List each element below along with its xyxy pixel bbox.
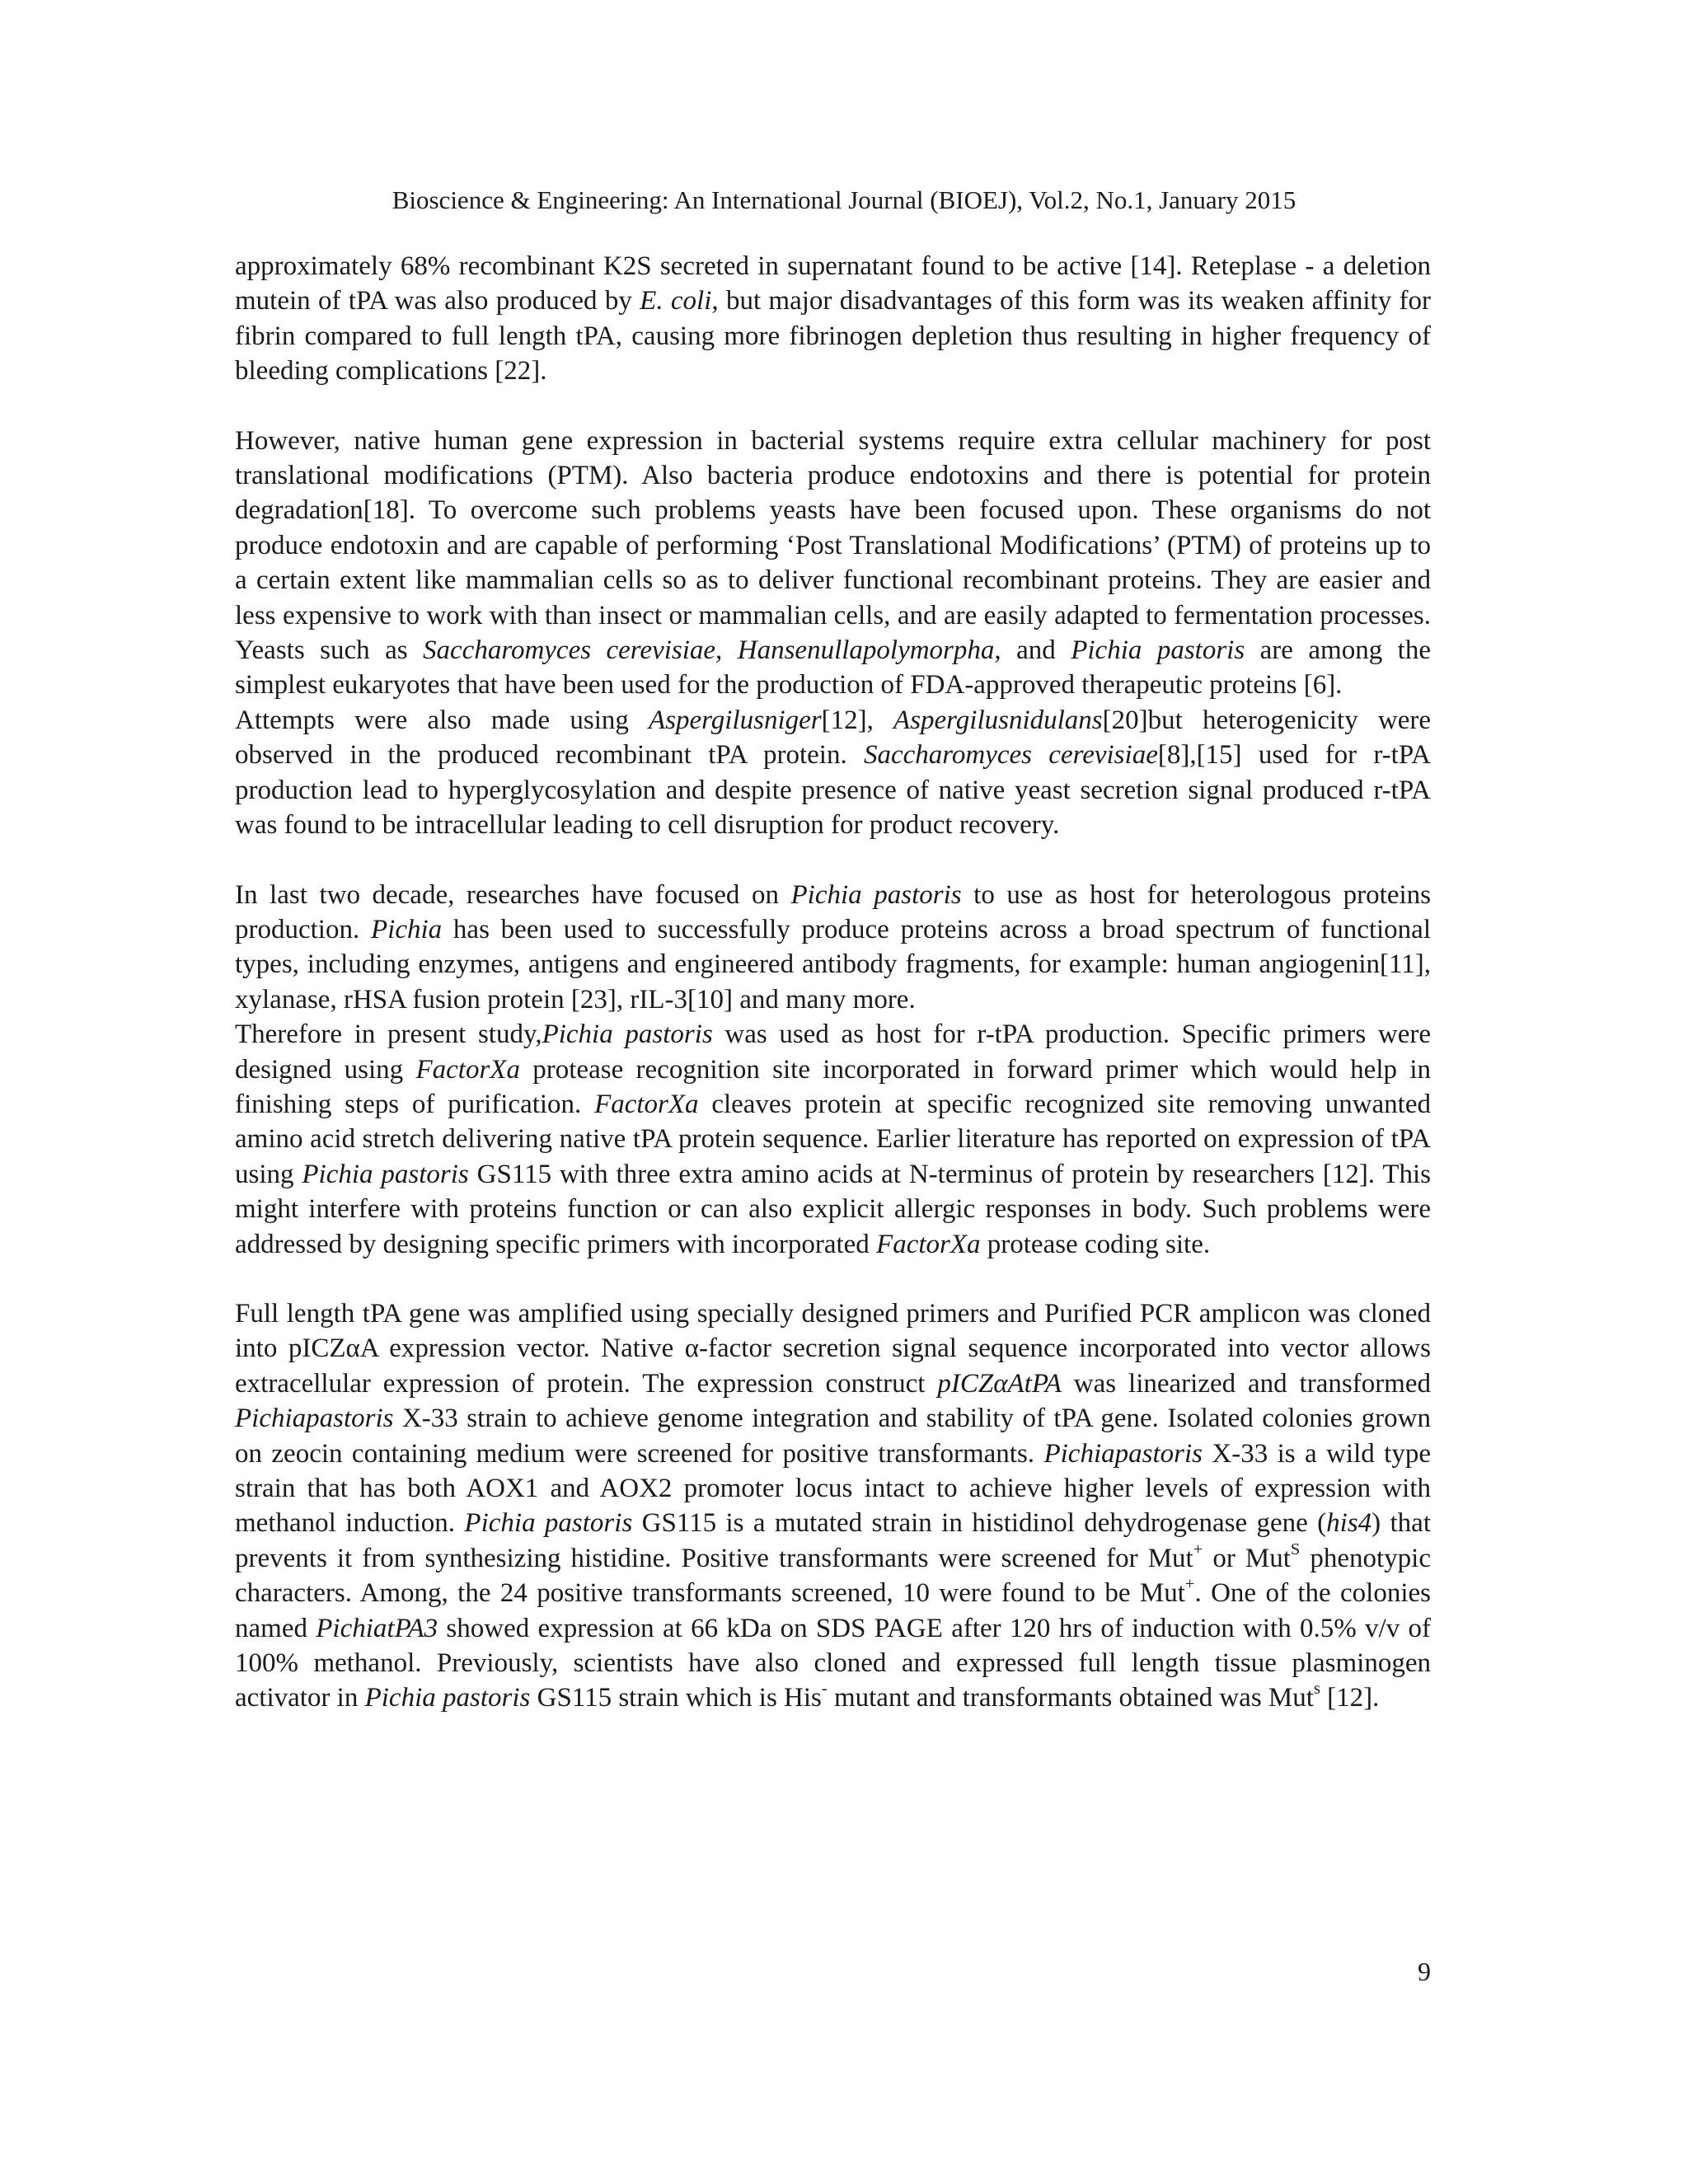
paragraph-4: In last two decade, researches have focused on Pichia pastoris to use as host for heterologous proteins production. Pichia has been used to successfully produce proteins across a broad spectrum of functional types, including enzymes, antigens and engineered antibody fragments, for example: human angiogenin[11], xylanase, rHSA fusion protein [23], rIL-3[10] and many more.: [235, 879, 1431, 1015]
paragraph-1: approximately 68% recombinant K2S secreted in supernatant found to be active [14]. Reteplase - a deletion mutein of tPA was also produced by E. coli, but major disadvantages of this form was its weaken affinity for fibrin compared to full length tPA, causing more fibrinogen depletion thus resulting in higher frequency of bleeding complications [22].: [235, 251, 1431, 387]
running-header: Bioscience & Engineering: An International Journal (BIOEJ), Vol.2, No.1, January 2015: [392, 185, 1296, 214]
paragraph-6: Full length tPA gene was amplified using specially designed primers and Purified PCR amplicon was cloned into pICZαA expression vector. Native α-factor secretion signal sequence incorporated into vector allows extracellular expression of protein. The expression construct pICZαAtPA was linearized and transformed Pichiapastoris X-33 strain to achieve genome integration and stability of tPA gene. Isolated colonies grown on zeocin containing medium were screened for positive transformants. Pichiapastoris X-33 is a wild type strain that has both AOX1 and AOX2 promoter locus intact to achieve higher levels of expression with methanol induction. Pichia pastoris GS115 is a mutated strain in histidinol dehydrogenase gene (his4) that prevents it from synthesizing histidine. Positive transformants were screened for Mut+ or Mut$^S$ phenotypic characters. Among, the 24 positive transformants screened, 10 were found to be Mut+. One of the colonies named PichiatPA3 showed expression at 66 kDa on SDS PAGE after 120 hrs of induction with 0.5% v/v of 100% methanol. Previously, scientists have also cloned and expressed full length tissue plasminogen activator in Pichia pastoris GS115 strain which is His- mutant and transformants obtained was Mut$^s$ [12].: [235, 1298, 1432, 1713]
paragraph-2: However, native human gene expression in bacterial systems require extra cellular machinery for post translational modifications (PTM). Also bacteria produce endotoxins and there is potential for protein degradation[18]. To overcome such problems yeasts have been focused upon. These organisms do not produce endotoxin and are capable of performing ‘Post Translational Modifications’ (PTM) of proteins up to a certain extent like mammalian cells so as to deliver functional recombinant proteins. They are easier and less expensive to work with than insect or mammalian cells, and are easily adapted to fermentation processes. Yeasts such as Saccharomyces cerevisiae, Hansenullapolymorpha, and Pichia pastoris are among the simplest eukaryotes that have been used for the production of FDA-approved therapeutic proteins [6].: [235, 425, 1431, 701]
article-body: [235, 249, 1431, 1716]
page-number: 9: [1418, 1957, 1431, 1986]
paragraph-3: Attempts were also made using Aspergilusniger[12], Aspergilusnidulans[20]but heterogenicity were observed in the produced recombinant tPA protein. Saccharomyces cerevisiae[8],[15] used for r-tPA production lead to hyperglycosylation and despite presence of native yeast secretion signal produced r-tPA was found to be intracellular leading to cell disruption for product recovery.: [235, 705, 1431, 841]
paragraph-5: Therefore in present study,Pichia pastoris was used as host for r-tPA production. Specific primers were designed using FactorXa protease recognition site incorporated in forward primer which would help in finishing steps of purification. FactorXa cleaves protein at specific recognized site removing unwanted amino acid stretch delivering native tPA protein sequence. Earlier literature has reported on expression of tPA using Pichia pastoris GS115 with three extra amino acids at N-terminus of protein by researchers [12]. This might interfere with proteins function or can also explicit allergic responses in body. Such problems were addressed by designing specific primers with incorporated FactorXa protease coding site.: [235, 1019, 1432, 1259]
